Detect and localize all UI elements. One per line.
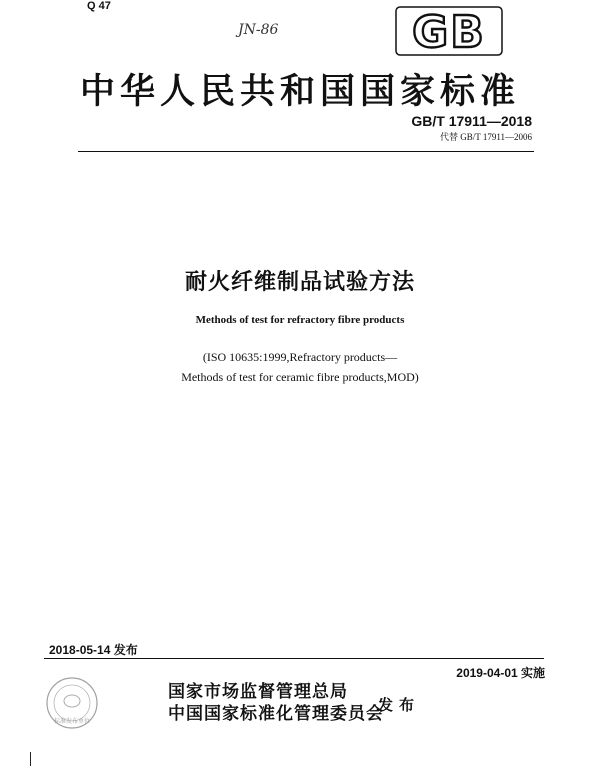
standard-number: GB/T 17911—2018 [411, 113, 532, 129]
official-stamp [44, 675, 100, 731]
publish-label: 发布 [378, 696, 421, 714]
issuer-sac: 中国国家标准化管理委员会 [168, 704, 384, 724]
handwritten-note: JN-86 [238, 22, 279, 38]
footer-rule [44, 658, 544, 659]
adoption-line-2: Methods of test for ceramic fibre products,MOD) [181, 370, 419, 384]
gb-logo [395, 6, 503, 56]
replaces-standard: 代替 GB/T 17911—2006 [439, 132, 532, 142]
adoption-note [0, 347, 600, 387]
implementation-date: 2019-04-01 实施 [456, 666, 545, 680]
header-rule [78, 151, 534, 152]
issuing-authorities [168, 681, 384, 725]
document-title-en: Methods of test for refractory fibre products [195, 314, 405, 326]
svg-text:GB: GB [412, 7, 486, 56]
document-title-cn: 耐火纤维制品试验方法 [184, 270, 415, 295]
adoption-line-1: (ISO 10635:1999,Refractory products— [202, 350, 398, 364]
issuer-samr: 国家市场监督管理总局 [168, 682, 348, 702]
standard-title: 中华人民共和国国家标准 [79, 71, 520, 112]
scan-edge-mark [30, 752, 31, 766]
svg-text:标准发布单位: 标准发布单位 [53, 718, 91, 725]
issue-date: 2018-05-14 发布 [49, 643, 138, 657]
ics-code: Q 47 [87, 0, 111, 12]
